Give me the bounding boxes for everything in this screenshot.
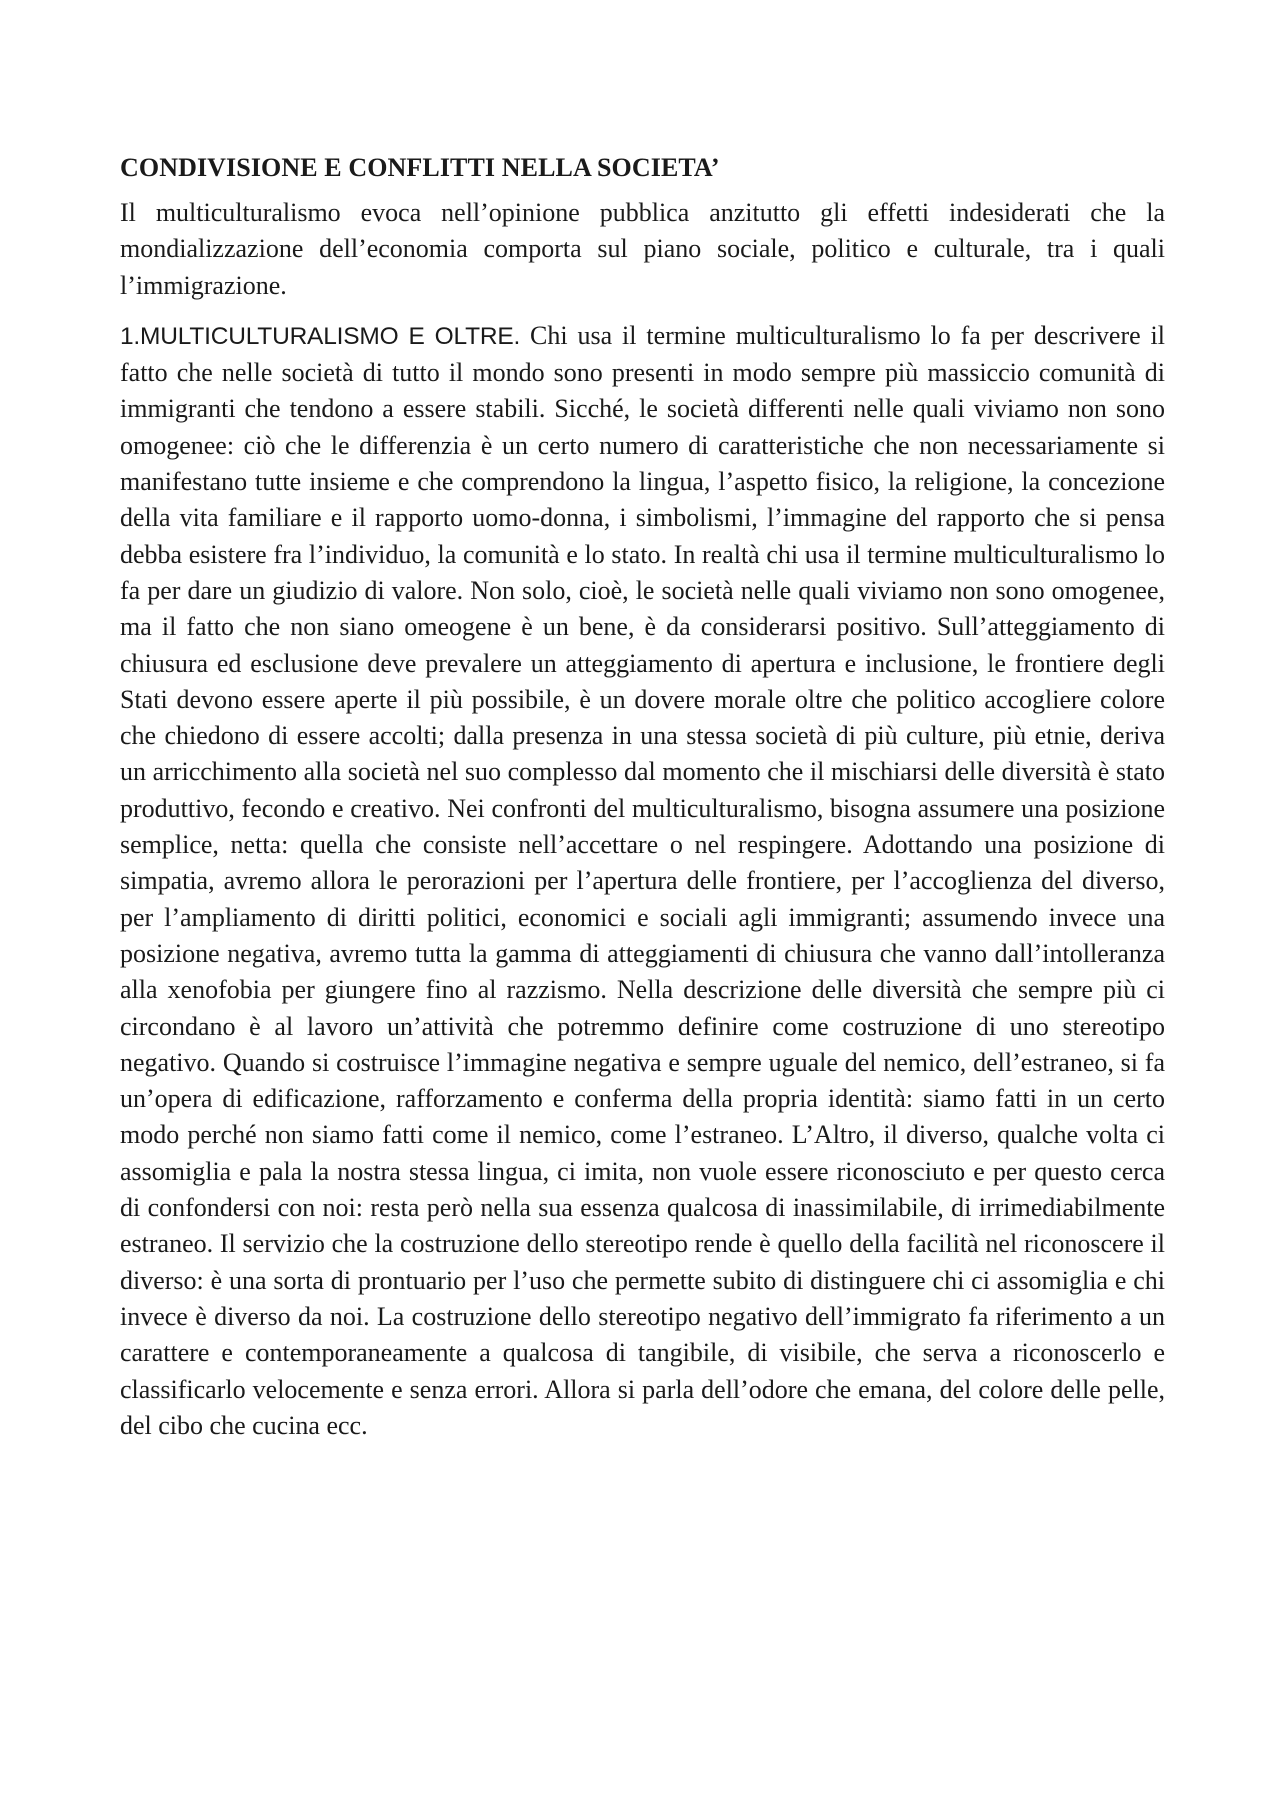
document-page — [120, 150, 1165, 1458]
document-title: CONDIVISIONE E CONFLITTI NELLA SOCIETA’ — [120, 153, 720, 182]
section-1-paragraph — [120, 318, 1165, 1444]
section-1-heading: 1.MULTICULTURALISMO E OLTRE. — [120, 322, 521, 350]
intro-paragraph: Il multiculturalismo evoca nell’opinione pubblica anzitutto gli effetti indesiderati che la mondializzazione dell’economia comporta sul piano sociale, politico e culturale, tra i quali l’immigrazione. — [120, 198, 1165, 300]
section-1-body: Chi usa il termine multiculturalismo lo fa per descrivere il fatto che nelle società di tutto il mondo sono presenti in modo sempre più massiccio comunità di immigranti che tendono a essere stabili. Sicché, le società differenti nelle quali viviamo non sono omogenee: ciò che le differenzia è un certo numero di caratteristiche che non necessariamente si manifestano tutte insieme e che comprendono la lingua, l’aspetto fisico, la religione, la concezione della vita familiare e il rapporto uomo-donna, i simbolismi, l’immagine del rapporto che si pensa debba esistere fra l’individuo, la comunità e lo stato. In realtà chi usa il termine multiculturalismo lo fa per dare un giudizio di valore. Non solo, cioè, le società nelle quali viviamo non sono omogenee, ma il fatto che non siano omeogene è un bene, è da considerarsi positivo. Sull’atteggiamento di chiusura ed esclusione deve prevalere un atteggiamento di apertura e inclusione, le frontiere degli Stati devono essere aperte il più possibile, è un dovere morale oltre che politico accogliere colore che chiedono di essere accolti; dalla presenza in una stessa società di più culture, più etnie, deriva un arricchimento alla società nel suo complesso dal momento che il mischiarsi delle diversità è stato produttivo, fecondo e creativo. Nei confronti del multiculturalismo, bisogna assumere una posizione semplice, netta: quella che consiste nell’accettare o nel respingere. Adottando una posizione di simpatia, avremo allora le perorazioni per l’apertura delle frontiere, per l’accoglienza del diverso, per l’ampliamento di diritti politici, economici e sociali agli immigranti; assumendo invece una posizione negativa, avremo tutta la gamma di atteggiamenti di chiusura che vanno dall’intolleranza alla xenofobia per giungere fino al razzismo. Nella descrizione delle diversità che sempre più ci circondano è al lavoro un’attività che potremmo definire come costruzione di uno stereotipo negativo. Quando si costruisce l’immagine negativa e sempre uguale del nemico, dell’estraneo, si fa un’opera di edificazione, rafforzamento e conferma della propria identità: siamo fatti in un certo modo perché non siamo fatti come il nemico, come l’estraneo. L’Altro, il diverso, qualche volta ci assomiglia e pala la nostra stessa lingua, ci imita, non vuole essere riconosciuto e per questo cerca di confondersi con noi: resta però nella sua essenza qualcosa di inassimilabile, di irrimediabilmente estraneo. Il servizio che la costruzione dello stereotipo rende è quello della facilità nel riconoscere il diverso: è una sorta di prontuario per l’uso che permette subito di distinguere chi ci assomiglia e chi invece è diverso da noi. La costruzione dello stereotipo negativo dell’immigrato fa riferimento a un carattere e contemporaneamente a qualcosa di tangibile, di visibile, che serva a riconoscerlo e classificarlo velocemente e senza errori. Allora si parla dell’odore che emana, del colore delle pelle, del cibo che cucina ecc. — [120, 320, 1165, 1440]
